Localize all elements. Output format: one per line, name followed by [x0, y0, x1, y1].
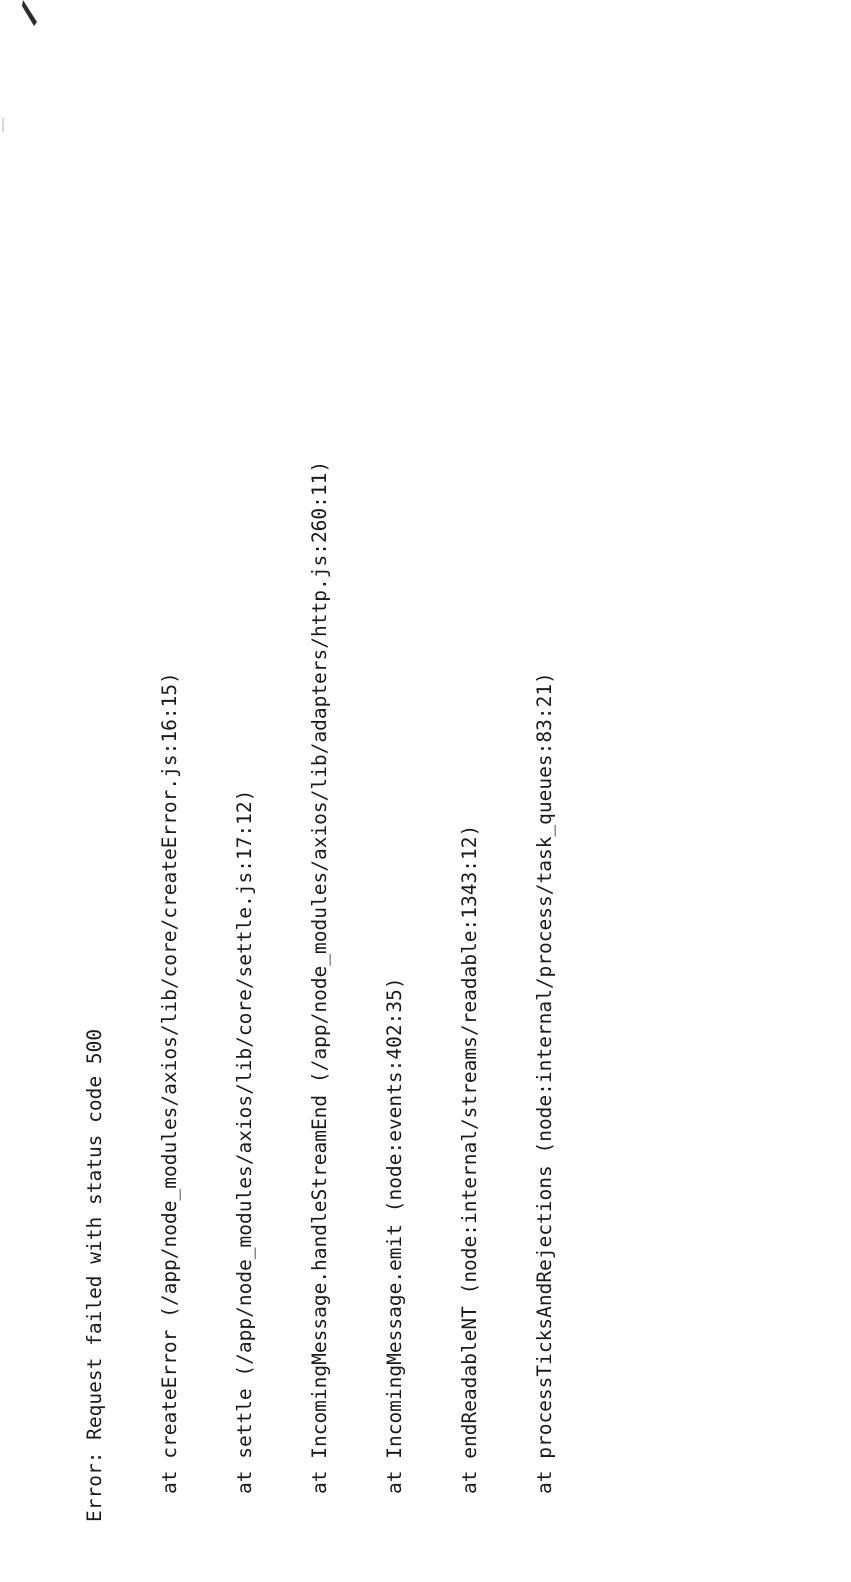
stack-frame: at IncomingMessage.emit (node:events:402:35)	[383, 977, 406, 1494]
stack-frame: at processTicksAndRejections (node:internal/process/task_queues:83:21)	[533, 672, 556, 1494]
error-header: Error: Request failed with status code 500	[83, 1028, 106, 1522]
stack-frame: at settle (/app/node_modules/axios/lib/core/settle.js:17:12)	[233, 789, 256, 1494]
stack-frame: at IncomingMessage.handleStreamEnd (/app/node_modules/axios/lib/adapters/http.js:260:11)	[308, 460, 331, 1494]
stack-frame: at createError (/app/node_modules/axios/lib/core/createError.js:16:15)	[158, 672, 181, 1494]
stack-frame: at endReadableNT (node:internal/streams/readable:1343:12)	[458, 824, 481, 1494]
error-stack-trace	[38, 461, 601, 1522]
